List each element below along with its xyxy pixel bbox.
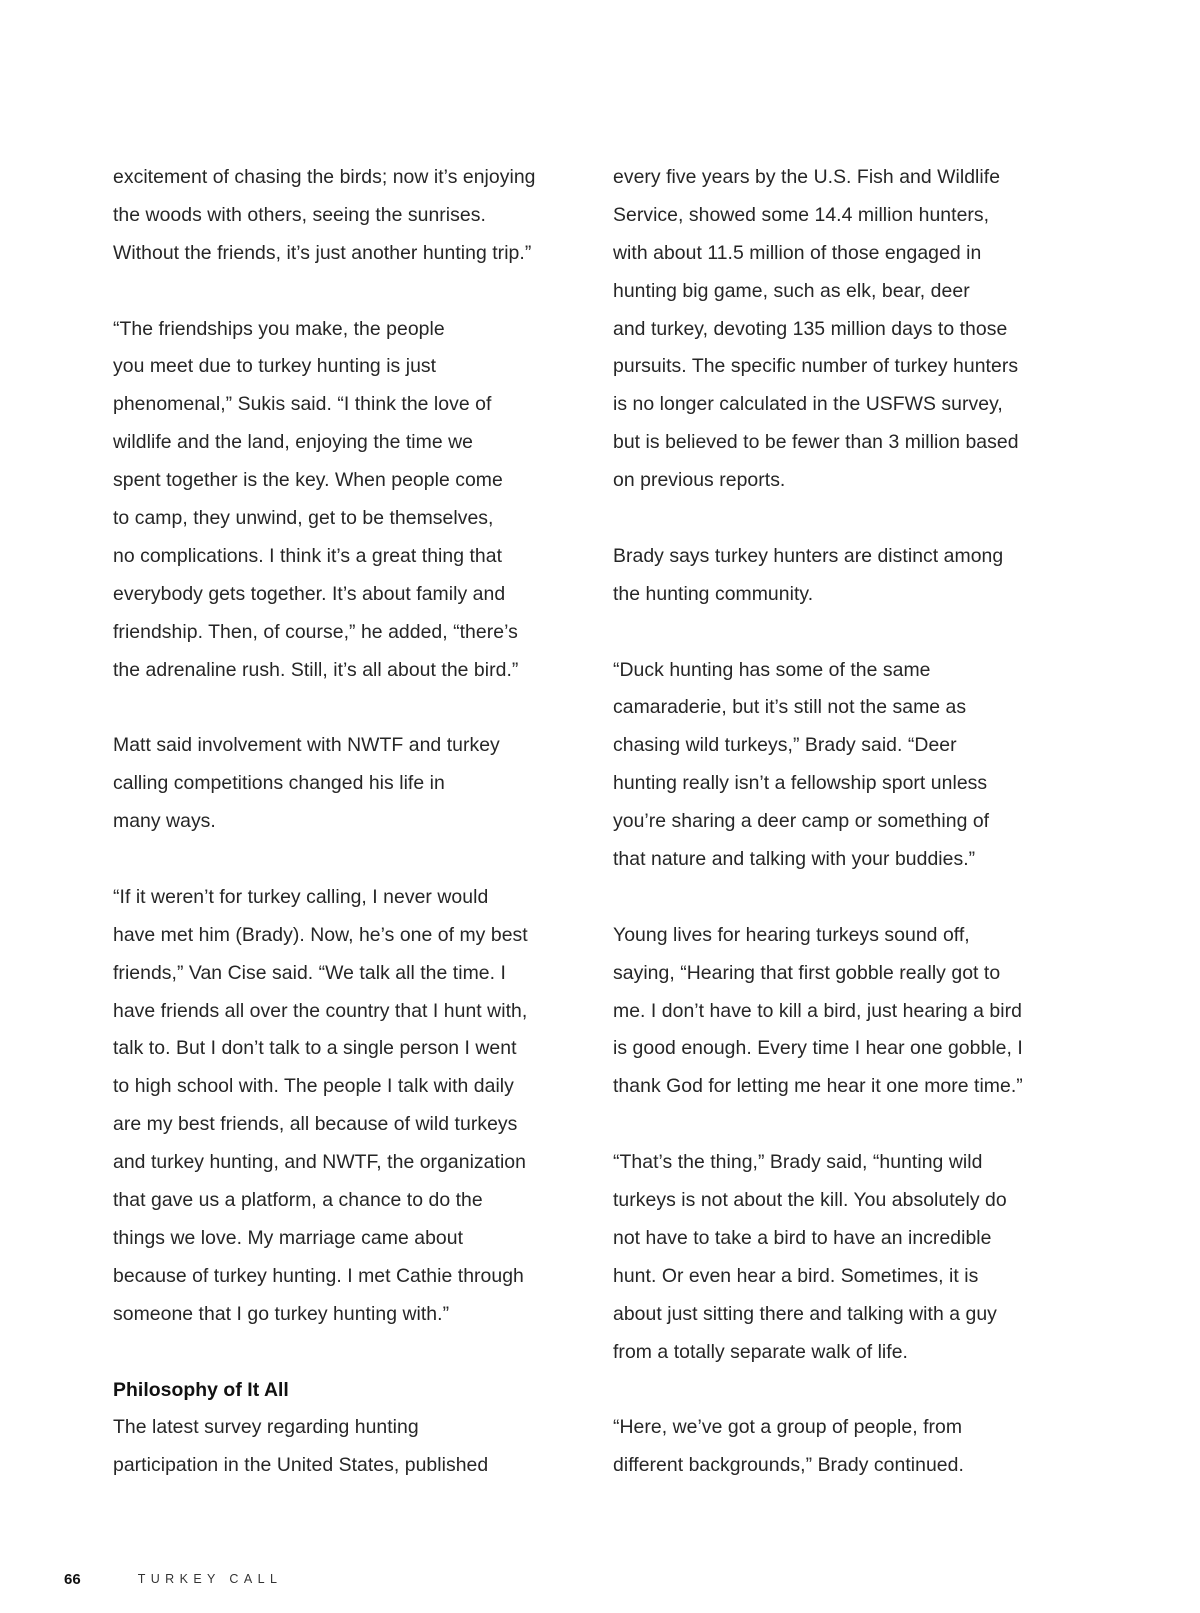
body-text-line: are my best friends, all because of wild turkeys [113,1113,518,1136]
body-text-line: and turkey, devoting 135 million days to those [613,317,1008,340]
body-text-line: you’re sharing a deer camp or something of [613,810,990,833]
body-text-line: the adrenaline rush. Still, it’s all about the bird.” [113,658,519,681]
paragraph-break [113,273,583,311]
left-text-column [113,159,583,1485]
body-text-line: Matt said involvement with NWTF and turkey [113,734,500,757]
body-text-line: about just sitting there and talking with a guy [613,1302,997,1325]
body-text-line: excitement of chasing the birds; now it’s enjoying [113,166,536,188]
body-text-line: chasing wild turkeys,” Brady said. “Deer [613,734,957,757]
paragraph-break [613,1372,1083,1410]
body-text-line: spent together is the key. When people come [113,469,503,492]
body-text-line: is good enough. Every time I hear one gobble, I [613,1037,1023,1060]
magazine-name: TURKEY CALL [137,1572,283,1586]
body-text-line: participation in the United States, published [113,1454,489,1477]
body-text-line: saying, “Hearing that first gobble really got to [613,961,1001,984]
body-text-line: pursuits. The specific number of turkey hunters [613,355,1019,378]
body-text-line: but is believed to be fewer than 3 million based [613,431,1019,454]
body-text-line: me. I don’t have to kill a bird, just hearing a bird [613,999,1022,1022]
body-text-line: calling competitions changed his life in [113,772,445,795]
body-text-line: friends,” Van Cise said. “We talk all the time. I [113,961,506,984]
body-text-line: The latest survey regarding hunting [113,1416,419,1439]
body-text-line: “If it weren’t for turkey calling, I never would [113,885,489,908]
body-text-line: have friends all over the country that I hunt with, [113,999,528,1022]
body-text-line: that gave us a platform, a chance to do the [113,1189,483,1212]
body-text-line: phenomenal,” Sukis said. “I think the love of [113,393,492,416]
body-text-line: “Here, we’ve got a group of people, from [613,1416,963,1439]
body-text-line: thank God for letting me hear it one more time.” [613,1075,1023,1098]
paragraph-break [613,614,1083,652]
body-text-line: because of turkey hunting. I met Cathie through [113,1264,524,1287]
body-text-line: have met him (Brady). Now, he’s one of my best [113,923,528,946]
page-footer [64,1564,282,1594]
body-text-line: things we love. My marriage came about [113,1226,464,1249]
body-text-line: on previous reports. [613,469,786,492]
body-text-line: Without the friends, it’s just another hunting trip.” [113,241,532,264]
paragraph-break [613,1106,1083,1144]
body-text-line: the woods with others, seeing the sunrises. [113,203,486,226]
body-text-line: Brady says turkey hunters are distinct among [613,544,1004,567]
body-text-line: Young lives for hearing turkeys sound off, [613,923,970,946]
body-text-line: “That’s the thing,” Brady said, “hunting wild [613,1151,983,1174]
paragraph-break [113,841,583,879]
body-text-line: every five years by the U.S. Fish and Wildlife [613,166,1001,188]
body-text-line: to high school with. The people I talk with daily [113,1075,514,1098]
body-text-line: someone that I go turkey hunting with.” [113,1302,450,1325]
body-text-line: to camp, they unwind, get to be themselves, [113,507,494,530]
body-text-line: wildlife and the land, enjoying the time we [113,431,474,454]
page-number: 66 [64,1570,81,1588]
body-text-line: hunting big game, such as elk, bear, deer [613,279,970,302]
body-text-line: talk to. But I don’t talk to a single person I went [113,1037,517,1060]
body-text-line: that nature and talking with your buddies.” [613,848,976,871]
body-text-line: hunting really isn’t a fellowship sport unless [613,772,988,795]
body-text-line: hunt. Or even hear a bird. Sometimes, it is [613,1264,979,1287]
body-text-line: and turkey hunting, and NWTF, the organization [113,1151,526,1174]
body-text-line: with about 11.5 million of those engaged in [613,241,982,264]
body-text-line: no complications. I think it’s a great thing that [113,544,503,567]
body-text-line: the hunting community. [613,582,814,605]
paragraph-break [113,689,583,727]
body-text-line: not have to take a bird to have an incredible [613,1226,992,1249]
paragraph-break [113,1334,583,1372]
body-text-line: “The friendships you make, the people [113,317,445,340]
body-text-line: Service, showed some 14.4 million hunters, [613,203,990,226]
paragraph-break [613,879,1083,917]
body-text-line: “Duck hunting has some of the same [613,658,931,681]
section-heading: Philosophy of It All [113,1378,289,1401]
body-text-line: friendship. Then, of course,” he added, “there’s [113,620,518,643]
body-text-line: is no longer calculated in the USFWS survey, [613,393,1003,416]
right-text-column [613,159,1083,1485]
body-text-line: everybody gets together. It’s about family and [113,582,506,605]
body-text-line: from a totally separate walk of life. [613,1340,908,1363]
body-text-line: different backgrounds,” Brady continued. [613,1454,964,1477]
paragraph-break [613,500,1083,538]
body-text-line: turkeys is not about the kill. You absolutely do [613,1189,1007,1212]
body-text-line: many ways. [113,810,216,833]
body-text-line: camaraderie, but it’s still not the same as [613,696,967,719]
body-text-line: you meet due to turkey hunting is just [113,355,437,378]
